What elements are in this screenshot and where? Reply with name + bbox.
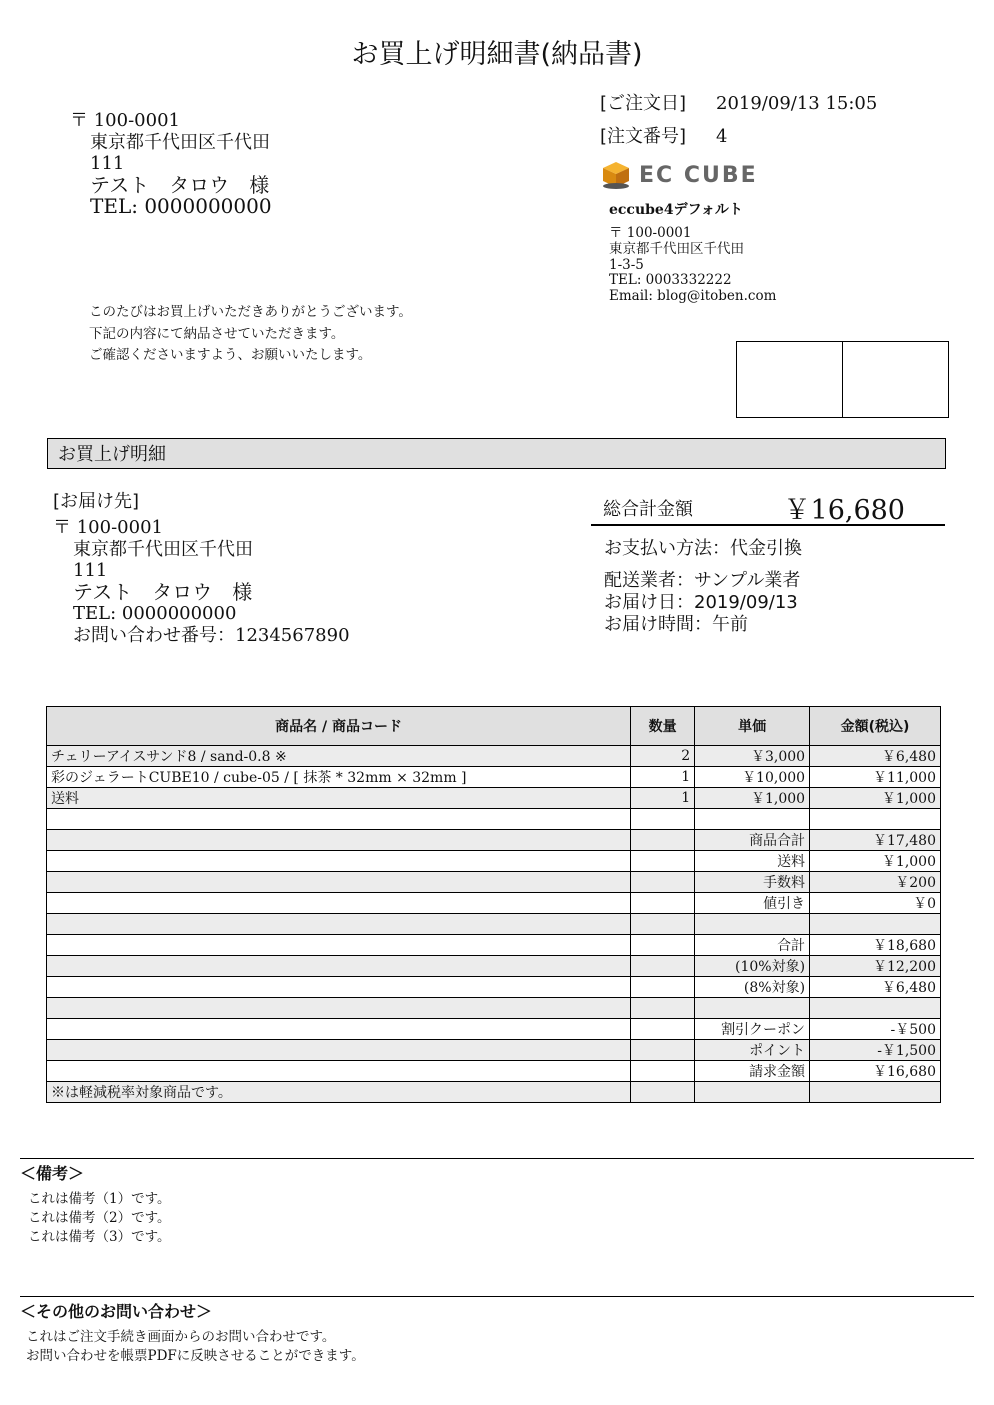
- table-cell: [695, 809, 810, 830]
- table-cell: -￥500: [810, 1019, 941, 1040]
- table-cell: ポイント: [695, 1040, 810, 1061]
- delivery-address-line1: 東京都千代田区千代田: [73, 538, 253, 560]
- table-cell: [47, 998, 631, 1019]
- remarks-title: ＜備考＞: [20, 1158, 974, 1184]
- column-header: 単価: [695, 707, 810, 746]
- shop-address-line2: 1-3-5: [609, 256, 644, 273]
- table-cell: [47, 830, 631, 851]
- stamp-box: [736, 341, 949, 418]
- stamp-cell: [843, 342, 948, 417]
- table-cell: [47, 872, 631, 893]
- table-cell: 2: [631, 746, 695, 767]
- customer-zip: 〒 100-0001: [70, 110, 180, 131]
- delivery-time: お届け時間：午前: [604, 614, 748, 635]
- table-row: [47, 1082, 941, 1103]
- column-header: 商品名 / 商品コード: [47, 707, 631, 746]
- table-cell: [47, 893, 631, 914]
- table-row: [47, 851, 941, 872]
- table-cell: 合計: [695, 935, 810, 956]
- table-cell: [631, 914, 695, 935]
- table-cell: [631, 809, 695, 830]
- shop-name: eccube4デフォルト: [609, 202, 743, 218]
- table-cell: [47, 977, 631, 998]
- table-cell: [47, 956, 631, 977]
- payment-method: お支払い方法：代金引換: [604, 538, 802, 559]
- shop-logo: [601, 160, 758, 190]
- delivery-address-block: [53, 517, 350, 646]
- table-cell: [631, 998, 695, 1019]
- message-line: このたびはお買上げいただきありがとうございます。: [89, 304, 412, 320]
- carrier: 配送業者：サンプル業者: [604, 570, 801, 591]
- table-row: [47, 935, 941, 956]
- inquiry-text: [26, 1328, 365, 1366]
- table-row: [47, 1061, 941, 1082]
- shop-email: Email: blog@itoben.com: [609, 288, 777, 305]
- payment-info: [604, 538, 802, 636]
- table-row: [47, 977, 941, 998]
- message-line: 下記の内容にて納品させていただきます。: [89, 325, 345, 342]
- customer-name: テスト タロウ 様: [90, 172, 270, 197]
- table-row: [47, 830, 941, 851]
- table-cell: (10%対象): [695, 956, 810, 977]
- shop-address-line1: 東京都千代田区千代田: [609, 240, 744, 257]
- table-cell: [695, 1082, 810, 1103]
- table-cell: [631, 977, 695, 998]
- table-cell: 手数料: [695, 872, 810, 893]
- items-table: [46, 706, 941, 1103]
- order-number-value: 4: [716, 126, 728, 147]
- table-row: [47, 893, 941, 914]
- customer-address-line2: 111: [90, 153, 125, 174]
- table-cell: チェリーアイスサンド8 / sand-0.8 ※: [47, 746, 631, 767]
- table-row: [47, 809, 941, 830]
- delivery-name: テスト タロウ 様: [73, 579, 253, 604]
- remarks-text: [28, 1190, 171, 1247]
- table-cell: 送料: [695, 851, 810, 872]
- table-cell: 商品合計: [695, 830, 810, 851]
- table-cell: ￥0: [810, 893, 941, 914]
- table-row: [47, 956, 941, 977]
- table-cell: 値引き: [695, 893, 810, 914]
- table-row: [47, 767, 941, 788]
- table-cell: ￥3,000: [695, 746, 810, 767]
- table-cell: -￥1,500: [810, 1040, 941, 1061]
- column-header: 金額(税込): [810, 707, 941, 746]
- cube-logo-icon: [601, 161, 631, 189]
- table-cell: ￥200: [810, 872, 941, 893]
- table-cell: [695, 914, 810, 935]
- order-date-value: 2019/09/13 15:05: [716, 93, 878, 114]
- table-cell: ￥18,680: [810, 935, 941, 956]
- table-cell: 1: [631, 767, 695, 788]
- table-cell: 1: [631, 788, 695, 809]
- grand-total: [591, 488, 945, 526]
- table-cell: [47, 1040, 631, 1061]
- table-cell: [631, 1019, 695, 1040]
- grand-total-label: 総合計金額: [603, 499, 693, 520]
- table-cell: [631, 956, 695, 977]
- table-header-row: [47, 707, 941, 746]
- table-cell: [47, 851, 631, 872]
- table-cell: [631, 872, 695, 893]
- table-cell: [810, 1082, 941, 1103]
- remarks-line: これは備考（1）です。: [28, 1191, 171, 1207]
- table-cell: ※は軽減税率対象商品です。: [47, 1082, 631, 1103]
- table-row: [47, 1040, 941, 1061]
- remarks-line: これは備考（3）です。: [28, 1229, 171, 1245]
- remarks-line: これは備考（2）です。: [28, 1210, 171, 1226]
- table-cell: ￥1,000: [810, 788, 941, 809]
- delivery-zip: 〒 100-0001: [53, 517, 163, 538]
- customer-address-line1: 東京都千代田区千代田: [90, 131, 270, 153]
- order-info: [600, 90, 877, 156]
- inquiry-line: これはご注文手続き画面からのお問い合わせです。: [26, 1329, 336, 1345]
- table-row: [47, 914, 941, 935]
- table-cell: ￥12,200: [810, 956, 941, 977]
- table-cell: 送料: [47, 788, 631, 809]
- table-cell: [631, 1061, 695, 1082]
- delivery-inquiry-number: お問い合わせ番号：1234567890: [73, 624, 350, 646]
- table-cell: [47, 935, 631, 956]
- section-title-bar: お買上げ明細: [47, 438, 946, 469]
- table-cell: [631, 851, 695, 872]
- table-row: [47, 788, 941, 809]
- table-row: [47, 998, 941, 1019]
- table-cell: [631, 893, 695, 914]
- shop-address-block: [609, 226, 776, 305]
- table-row: [47, 1019, 941, 1040]
- table-cell: [47, 914, 631, 935]
- table-cell: [47, 1061, 631, 1082]
- table-cell: ￥16,680: [810, 1061, 941, 1082]
- inquiry-line: お問い合わせを帳票PDFに反映させることができます。: [26, 1348, 365, 1364]
- table-cell: [47, 809, 631, 830]
- table-cell: ￥6,480: [810, 746, 941, 767]
- table-cell: [810, 809, 941, 830]
- grand-total-value: ￥16,680: [783, 495, 905, 526]
- table-cell: ￥17,480: [810, 830, 941, 851]
- table-cell: [810, 914, 941, 935]
- table-body: [47, 746, 941, 1103]
- customer-tel: TEL: 0000000000: [90, 194, 272, 218]
- delivery-address-line2: 111: [73, 560, 108, 581]
- table-cell: [631, 830, 695, 851]
- order-date-label: [ご注文日]: [600, 93, 687, 114]
- delivery-tel: TEL: 0000000000: [73, 603, 237, 624]
- order-number-label: [注文番号]: [600, 126, 687, 147]
- table-cell: 彩のジェラートCUBE10 / cube-05 / [ 抹茶 * 32mm × 32mm ]: [47, 767, 631, 788]
- message-line: ご確認くださいますよう、お願いいたします。: [89, 347, 372, 363]
- stamp-cell: [737, 342, 843, 417]
- table-cell: [631, 1082, 695, 1103]
- column-header: 数量: [631, 707, 695, 746]
- table-cell: [810, 998, 941, 1019]
- table-cell: [47, 1019, 631, 1040]
- document-title: お買上げ明細書(納品書): [351, 39, 643, 70]
- table-cell: ￥1,000: [695, 788, 810, 809]
- shop-tel: TEL: 0003332222: [609, 272, 732, 289]
- table-cell: [695, 998, 810, 1019]
- table-cell: 割引クーポン: [695, 1019, 810, 1040]
- table-cell: [631, 1040, 695, 1061]
- shop-zip: 〒 100-0001: [609, 225, 692, 241]
- table-cell: ￥1,000: [810, 851, 941, 872]
- logo-text: EC CUBE: [639, 162, 758, 188]
- table-row: [47, 872, 941, 893]
- table-row: [47, 746, 941, 767]
- greeting-message: [89, 302, 412, 367]
- customer-address-block: [70, 110, 272, 218]
- table-cell: ￥11,000: [810, 767, 941, 788]
- table-cell: ￥10,000: [695, 767, 810, 788]
- table-cell: ￥6,480: [810, 977, 941, 998]
- delivery-title: [お届け先]: [53, 491, 140, 512]
- table-cell: [631, 935, 695, 956]
- delivery-date: お届け日：2019/09/13: [604, 592, 798, 613]
- table-cell: 請求金額: [695, 1061, 810, 1082]
- inquiry-title: ＜その他のお問い合わせ＞: [20, 1296, 974, 1322]
- table-cell: (8%対象): [695, 977, 810, 998]
